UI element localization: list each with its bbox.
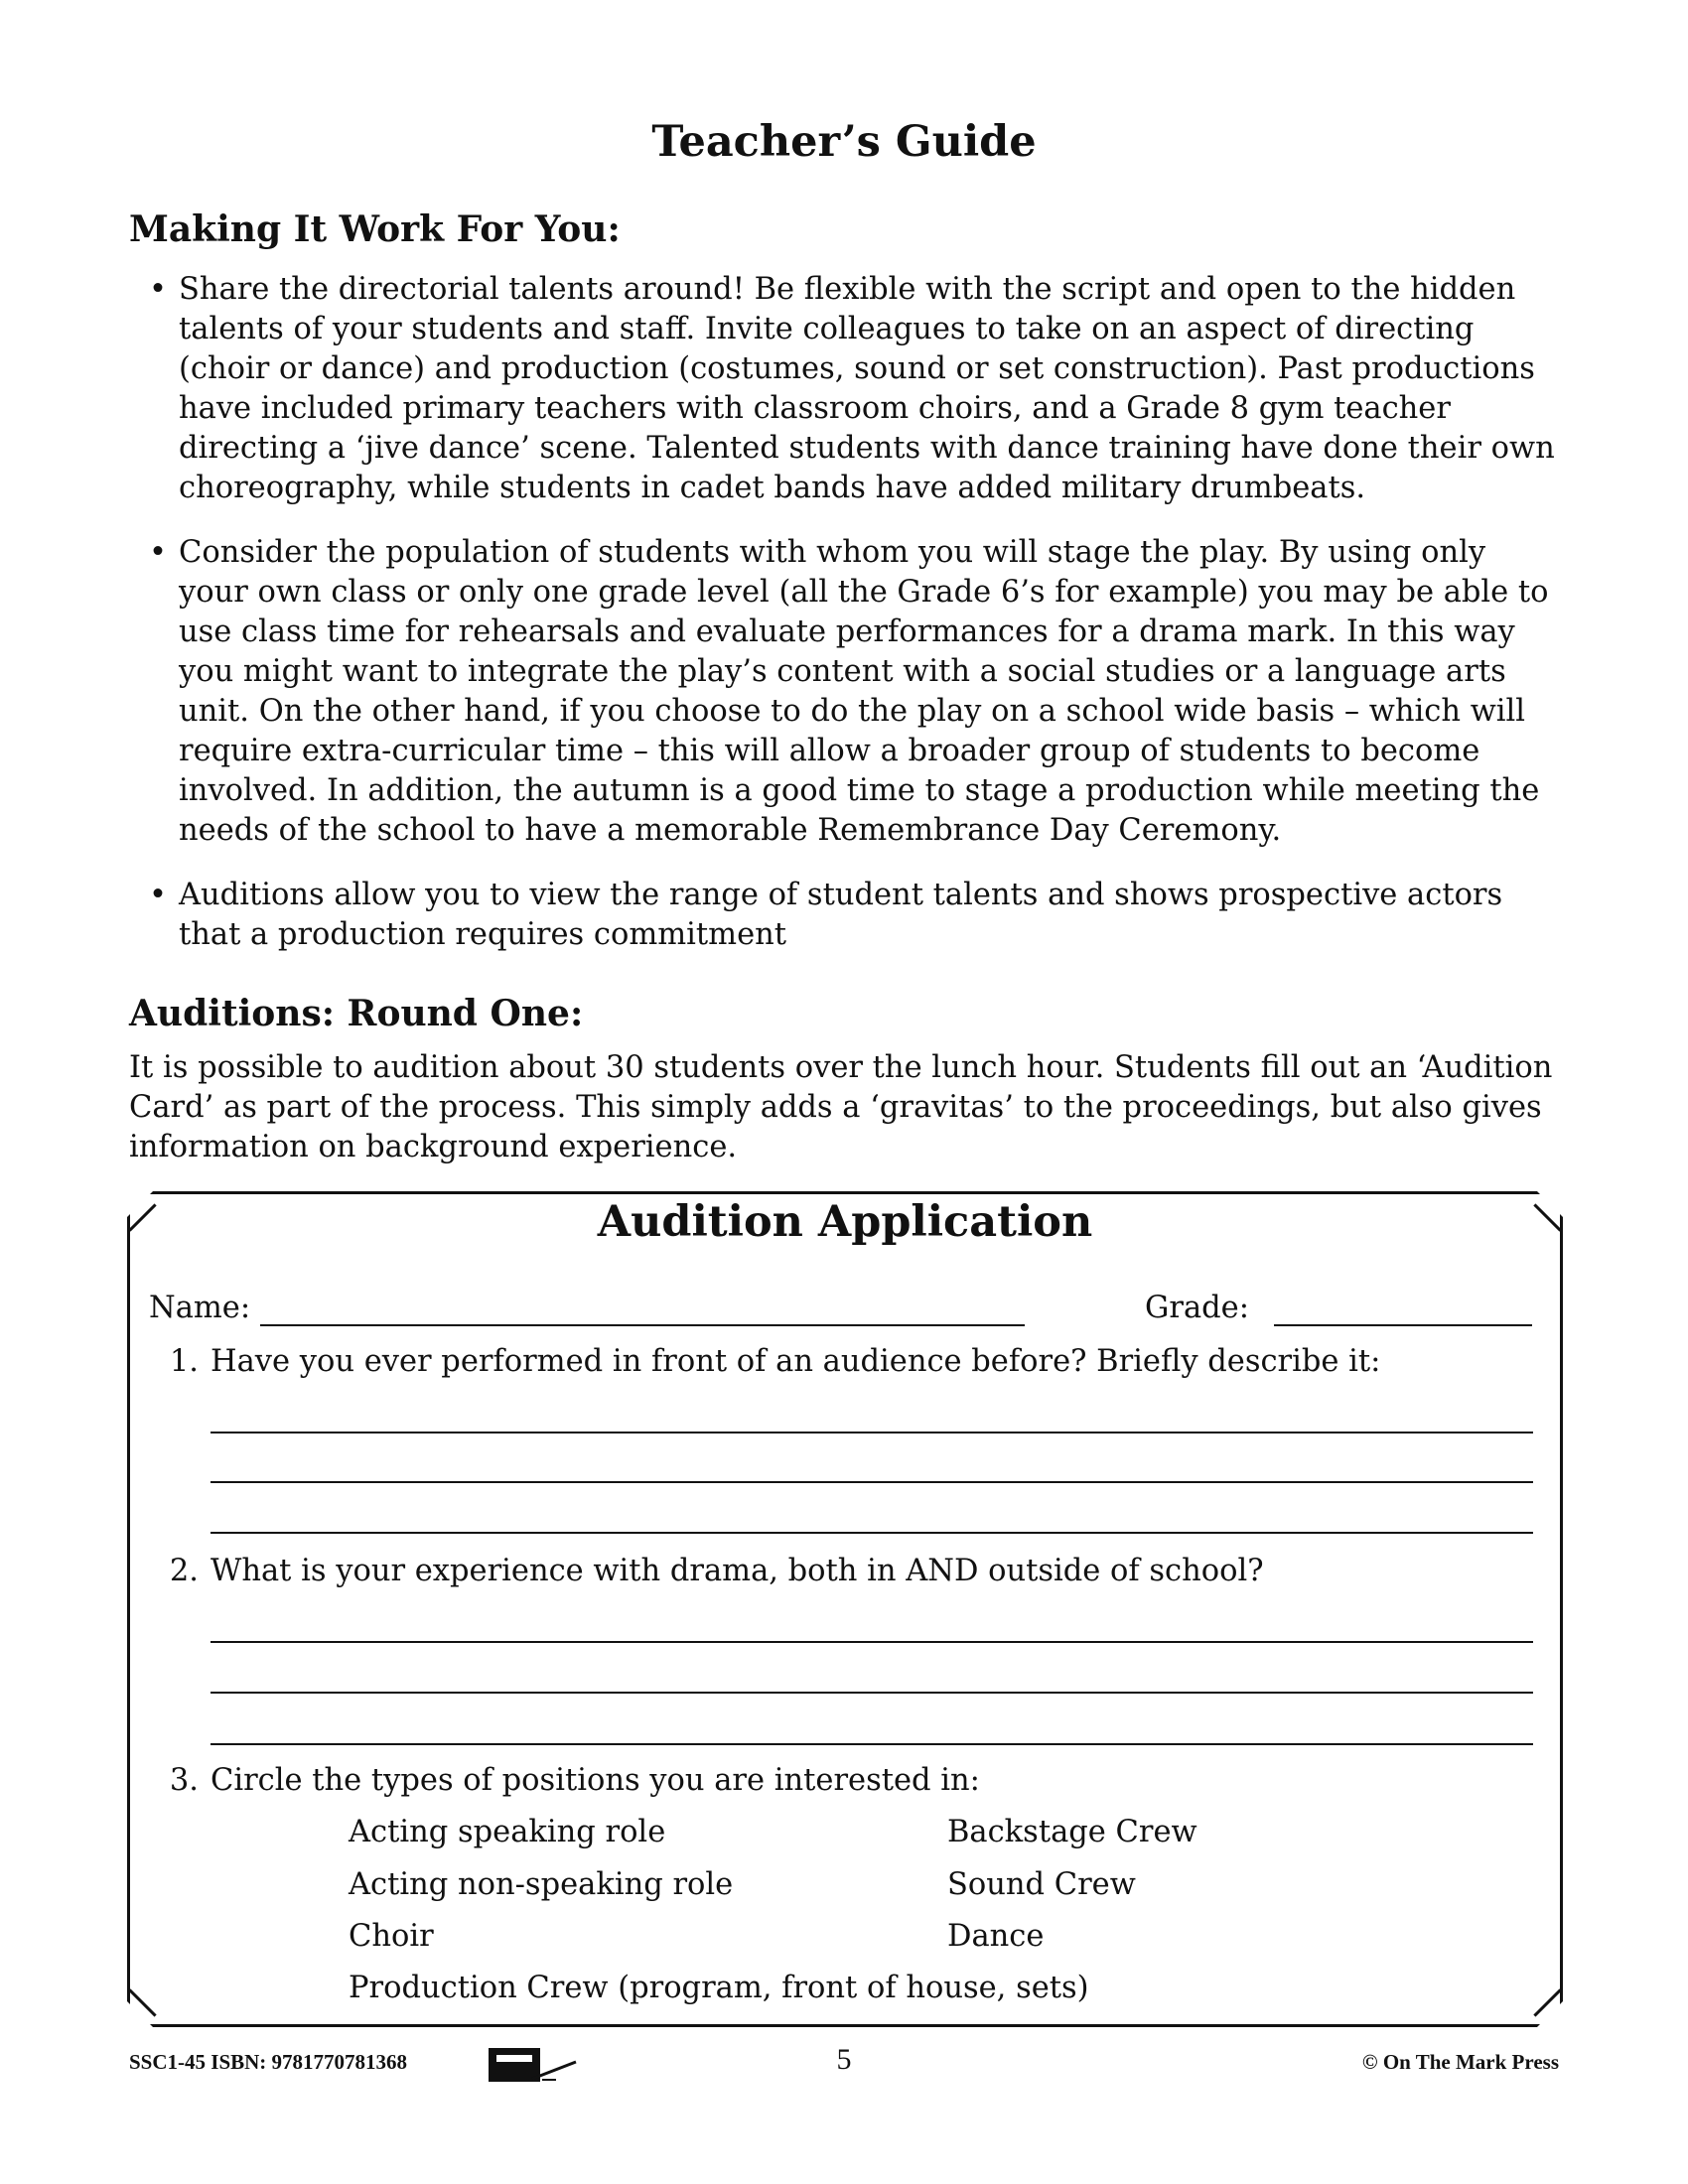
audition-form-frame	[127, 1191, 1563, 2027]
grade-field[interactable]	[1274, 1324, 1532, 1326]
position-option[interactable]: Acting speaking role	[349, 1815, 666, 1849]
grade-label: Grade:	[1145, 1291, 1249, 1325]
question-text: What is your experience with drama, both in AND outside of school?	[211, 1554, 1264, 1588]
position-option[interactable]: Sound Crew	[947, 1867, 1136, 1902]
bullet-list	[149, 270, 1559, 980]
page-number: 5	[836, 2043, 852, 2076]
position-option[interactable]: Production Crew (program, front of house, sets)	[349, 1971, 1089, 2005]
position-option[interactable]: Backstage Crew	[947, 1815, 1197, 1849]
name-label: Name:	[149, 1291, 251, 1325]
page-title: Teacher’s Guide	[651, 117, 1037, 167]
bullet-item: • Share the directorial talents around! Be flexible with the script and open to the hidden talents of your students and staff. Invite colleagues to take on an aspect of directing (choir or dance) and production (costumes, sound or set construction). Past productions have included primary teachers with classroom choirs, and a Grade 8 gym teacher directing a ‘jive dance’ scene. Talented students with dance training have done their own choreography, while students in cadet bands have added military drumbeats.	[149, 270, 1559, 508]
question-number: 3.	[169, 1763, 199, 1798]
name-field[interactable]	[260, 1324, 1025, 1326]
answer-line[interactable]	[211, 1432, 1533, 1433]
question-text: Have you ever performed in front of an audience before? Briefly describe it:	[211, 1344, 1381, 1379]
answer-line[interactable]	[211, 1743, 1533, 1745]
answer-line[interactable]	[211, 1532, 1533, 1534]
answer-line[interactable]	[211, 1481, 1533, 1483]
position-option[interactable]: Dance	[947, 1919, 1045, 1954]
answer-line[interactable]	[211, 1692, 1533, 1694]
bullet-item: • Auditions allow you to view the range of student talents and shows prospective actors that a production requires commitment	[149, 876, 1559, 955]
form-title: Audition Application	[597, 1197, 1093, 1247]
footer-code: SSC1-45 ISBN: 9781770781368	[129, 2050, 408, 2074]
footer-copyright: © On The Mark Press	[1361, 2050, 1559, 2074]
position-option[interactable]: Choir	[349, 1919, 434, 1954]
section-heading-auditions: Auditions: Round One:	[129, 993, 584, 1034]
section-heading-making-it-work: Making It Work For You:	[129, 208, 621, 250]
question-number: 2.	[169, 1554, 199, 1588]
bullet-item: • Consider the population of students with whom you will stage the play. By using only your own class or only one grade level (all the Grade 6’s for example) you may be able to use class time for rehearsals and evaluate performances for a drama mark. In this way you might want to integrate the play’s content with a social studies or a language arts unit. On the other hand, if you choose to do the play on a school wide basis – which will require extra-curricular time – this will allow a broader group of students to become involved. In addition, the autumn is a good time to stage a production while meeting the needs of the school to have a memorable Remembrance Day Ceremony.	[149, 533, 1559, 851]
auditions-paragraph: It is possible to audition about 30 students over the lunch hour. Students fill out an ‘Audition Card’ as part of the process. This simply adds a ‘gravitas’ to the proceedings, but also gives information on background experience.	[129, 1050, 1553, 1164]
position-option[interactable]: Acting non-speaking role	[349, 1867, 734, 1902]
question-text: Circle the types of positions you are interested in:	[211, 1763, 980, 1798]
answer-line[interactable]	[211, 1641, 1533, 1643]
question-number: 1.	[169, 1344, 199, 1379]
